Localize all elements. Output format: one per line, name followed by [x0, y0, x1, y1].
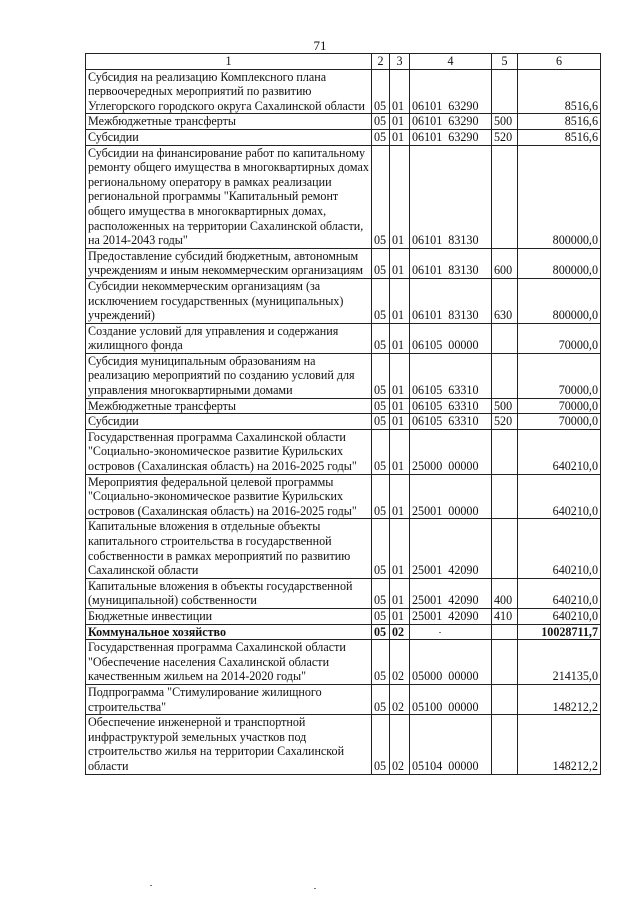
- cell-c4: 05100 00000: [410, 684, 492, 714]
- cell-c6: 800000,0: [518, 248, 601, 278]
- table-row: [86, 684, 601, 714]
- cell-c5: [492, 519, 518, 578]
- table-row: [86, 715, 601, 774]
- cell-name: Капитальные вложения в отдельные объекты капитального строительства в государственной собственности в рамках мероприятий по развитию Сахалинской области: [86, 519, 372, 578]
- cell-c5: 520: [492, 414, 518, 430]
- cell-c3: 02: [390, 624, 410, 640]
- cell-c5: [492, 145, 518, 248]
- cell-c5: [492, 69, 518, 114]
- cell-name: Субсидии: [86, 414, 372, 430]
- cell-c3: 01: [390, 145, 410, 248]
- cell-c5: 600: [492, 248, 518, 278]
- cell-c6: 800000,0: [518, 278, 601, 323]
- table-row: [86, 248, 601, 278]
- cell-c4: 06101 63290: [410, 114, 492, 130]
- column-header: 1: [86, 54, 372, 70]
- table-row: [86, 278, 601, 323]
- cell-name: Подпрограмма "Стимулирование жилищного строительства": [86, 684, 372, 714]
- table-row: [86, 474, 601, 519]
- cell-c3: 01: [390, 69, 410, 114]
- cell-c3: 02: [390, 640, 410, 685]
- cell-name: Мероприятия федеральной целевой программы "Социально-экономическое развитие Курильских островов (Сахалинская область) на 2016-2025 годы": [86, 474, 372, 519]
- cell-c6: 148212,2: [518, 715, 601, 774]
- table-row: [86, 323, 601, 353]
- cell-c2: 05: [372, 474, 390, 519]
- cell-c2: 05: [372, 145, 390, 248]
- cell-c2: 05: [372, 578, 390, 608]
- cell-c2: 05: [372, 519, 390, 578]
- cell-c5: [492, 640, 518, 685]
- cell-name: Субсидии на финансирование работ по капитальному ремонту общего имущества в многоквартирных домах региональному оператору в рамках реализации региональной программы "Капитальный ремонт общего имущества в многоквартирных домах, расположенных на территории Сахалинской области, на 2014-2043 годы": [86, 145, 372, 248]
- cell-c2: 05: [372, 248, 390, 278]
- cell-name: Бюджетные инвестиции: [86, 608, 372, 624]
- cell-c6: 640210,0: [518, 608, 601, 624]
- cell-c6: 640210,0: [518, 474, 601, 519]
- cell-c4: 06101 83130: [410, 145, 492, 248]
- cell-name: Капитальные вложения в объекты государственной (муниципальной) собственности: [86, 578, 372, 608]
- cell-c5: [492, 353, 518, 398]
- cell-c4: 06101 83130: [410, 278, 492, 323]
- cell-c6: 640210,0: [518, 519, 601, 578]
- cell-c3: 01: [390, 129, 410, 145]
- table-row: [86, 429, 601, 474]
- table-row: [86, 129, 601, 145]
- cell-c4: 06101 63290: [410, 129, 492, 145]
- cell-c3: 01: [390, 474, 410, 519]
- table-row: [86, 398, 601, 414]
- cell-c2: 05: [372, 323, 390, 353]
- cell-c5: [492, 684, 518, 714]
- cell-c2: 05: [372, 353, 390, 398]
- cell-c3: 01: [390, 414, 410, 430]
- table-row: [86, 114, 601, 130]
- cell-c4: 06105 63310: [410, 398, 492, 414]
- cell-c2: 05: [372, 624, 390, 640]
- cell-name: Коммунальное хозяйство: [86, 624, 372, 640]
- cell-c3: 02: [390, 684, 410, 714]
- scan-speck: [314, 888, 316, 889]
- cell-c5: 520: [492, 129, 518, 145]
- table-row: [86, 69, 601, 114]
- table-row: [86, 519, 601, 578]
- cell-c4: 06105 00000: [410, 323, 492, 353]
- column-header: 4: [410, 54, 492, 70]
- cell-c3: 01: [390, 398, 410, 414]
- cell-name: Субсидии некоммерческим организациям (за исключением государственных (муниципальных) учреждений): [86, 278, 372, 323]
- table-row: [86, 608, 601, 624]
- cell-c3: 01: [390, 519, 410, 578]
- cell-c3: 01: [390, 429, 410, 474]
- cell-c3: 01: [390, 278, 410, 323]
- column-header: 2: [372, 54, 390, 70]
- cell-name: Субсидия муниципальным образованиям на реализацию мероприятий по созданию условий для управления многоквартирными домами: [86, 353, 372, 398]
- cell-c6: 70000,0: [518, 323, 601, 353]
- cell-c4: 06101 83130: [410, 248, 492, 278]
- cell-c4: 25001 42090: [410, 608, 492, 624]
- cell-c6: 70000,0: [518, 353, 601, 398]
- cell-c2: 05: [372, 398, 390, 414]
- cell-c2: 05: [372, 640, 390, 685]
- cell-name: Обеспечение инженерной и транспортной инфраструктурой земельных участков под строительство жилья на территории Сахалинской области: [86, 715, 372, 774]
- cell-c6: 800000,0: [518, 145, 601, 248]
- cell-c5: [492, 624, 518, 640]
- cell-c2: 05: [372, 608, 390, 624]
- table-row: [86, 624, 601, 640]
- cell-name: Предоставление субсидий бюджетным, автономным учреждениям и иным некоммерческим организациям: [86, 248, 372, 278]
- cell-c6: 214135,0: [518, 640, 601, 685]
- cell-c2: 05: [372, 114, 390, 130]
- cell-c6: 8516,6: [518, 114, 601, 130]
- table-row: [86, 640, 601, 685]
- table-row: [86, 353, 601, 398]
- cell-c5: 500: [492, 398, 518, 414]
- cell-c6: 148212,2: [518, 684, 601, 714]
- cell-c2: 05: [372, 69, 390, 114]
- cell-name: Межбюджетные трансферты: [86, 398, 372, 414]
- column-header: 3: [390, 54, 410, 70]
- page-number: 71: [313, 38, 327, 53]
- cell-c2: 05: [372, 129, 390, 145]
- cell-c3: 01: [390, 248, 410, 278]
- cell-c6: 640210,0: [518, 578, 601, 608]
- cell-c5: [492, 474, 518, 519]
- cell-c6: 70000,0: [518, 398, 601, 414]
- cell-c6: 10028711,7: [518, 624, 601, 640]
- cell-c5: [492, 429, 518, 474]
- cell-c5: 410: [492, 608, 518, 624]
- cell-c4: [410, 624, 492, 640]
- cell-c4: 25000 00000: [410, 429, 492, 474]
- scan-speck: [150, 885, 152, 886]
- cell-c2: 05: [372, 414, 390, 430]
- cell-c3: 02: [390, 715, 410, 774]
- cell-c6: 8516,6: [518, 129, 601, 145]
- cell-c5: 500: [492, 114, 518, 130]
- cell-c5: [492, 323, 518, 353]
- cell-c5: [492, 715, 518, 774]
- cell-c4: 05000 00000: [410, 640, 492, 685]
- cell-name: Субсидия на реализацию Комплексного плана первоочередных мероприятий по развитию Углегорского городского округа Сахалинской области: [86, 69, 372, 114]
- cell-name: Межбюджетные трансферты: [86, 114, 372, 130]
- cell-c3: 01: [390, 114, 410, 130]
- column-header: 5: [492, 54, 518, 70]
- cell-c2: 05: [372, 684, 390, 714]
- cell-c3: 01: [390, 353, 410, 398]
- table-header-row: [86, 54, 601, 70]
- cell-name: Создание условий для управления и содержания жилищного фонда: [86, 323, 372, 353]
- cell-name: Субсидии: [86, 129, 372, 145]
- cell-c5: 630: [492, 278, 518, 323]
- budget-table: [85, 53, 601, 775]
- cell-c4: 06105 63310: [410, 353, 492, 398]
- table-row: [86, 414, 601, 430]
- cell-c5: 400: [492, 578, 518, 608]
- cell-c4: 06101 63290: [410, 69, 492, 114]
- cell-c2: 05: [372, 429, 390, 474]
- table-row: [86, 578, 601, 608]
- cell-c4: 25001 42090: [410, 578, 492, 608]
- cell-c3: 01: [390, 323, 410, 353]
- cell-c2: 05: [372, 715, 390, 774]
- cell-c4: 25001 42090: [410, 519, 492, 578]
- cell-name: Государственная программа Сахалинской области "Социально-экономическое развитие Курильских островов (Сахалинская область) на 2016-2025 годы": [86, 429, 372, 474]
- cell-c3: 01: [390, 578, 410, 608]
- cell-c4: 05104 00000: [410, 715, 492, 774]
- cell-c3: 01: [390, 608, 410, 624]
- cell-c4: 25001 00000: [410, 474, 492, 519]
- cell-c6: 640210,0: [518, 429, 601, 474]
- cell-c4: 06105 63310: [410, 414, 492, 430]
- cell-c6: 70000,0: [518, 414, 601, 430]
- cell-c2: 05: [372, 278, 390, 323]
- scan-speck: [439, 632, 441, 633]
- column-header: 6: [518, 54, 601, 70]
- cell-c6: 8516,6: [518, 69, 601, 114]
- cell-name: Государственная программа Сахалинской области "Обеспечение населения Сахалинской области качественным жильем на 2014-2020 годы": [86, 640, 372, 685]
- table-row: [86, 145, 601, 248]
